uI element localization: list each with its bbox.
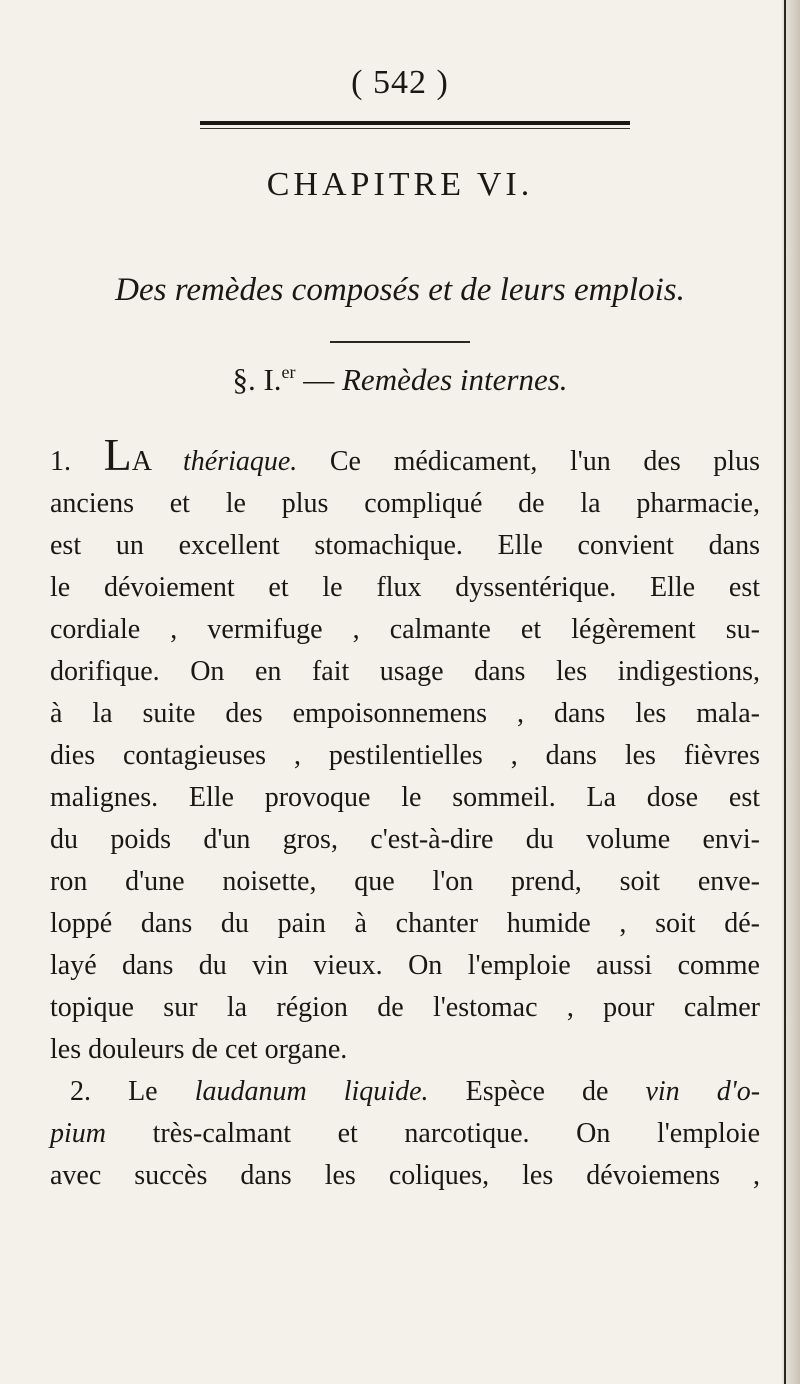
paragraph-1-line: ron d'une noisette, que l'on prend, soit enve- [50, 866, 760, 897]
chapter-subtitle: Des remèdes composés et de leurs emplois. [115, 272, 685, 308]
chapter-title: CHAPITRE VI. [266, 166, 534, 203]
section-superscript: er [281, 362, 296, 382]
paragraph-1-line: du poids d'un gros, c'est-à-dire du volume envi- [50, 824, 760, 855]
section-heading [0, 362, 800, 398]
paragraph-1-line: cordiale , vermifuge , calmante et légèrement su- [50, 614, 760, 645]
paragraph-1-line: topique sur la région de l'estomac , pour calmer [50, 992, 760, 1023]
paragraph-1-line: loppé dans du pain à chanter humide , soit dé- [50, 908, 760, 939]
section-title: Remèdes internes. [342, 362, 568, 397]
item-name-vin-opium: vin d'o- [645, 1076, 761, 1107]
section-prefix: §. I. [232, 362, 282, 397]
page-number: ( 542 ) [351, 64, 449, 101]
item-name-laudanum: laudanum liquide. [194, 1076, 429, 1107]
paragraph-1-line: anciens et le plus compliqué de la pharmacie, [50, 488, 760, 519]
paragraph-2-line-2-italic: pium [50, 1118, 106, 1149]
top-rule [200, 121, 630, 125]
drop-cap: L [103, 429, 132, 480]
paragraph-1-line-1 [50, 429, 760, 483]
paragraph-1-line-1-rest: Ce médicament, l'un des plus [297, 446, 760, 477]
paragraph-1-line: est un excellent stomachique. Elle convient dans [50, 530, 760, 561]
paragraph-1-number: 1. [50, 446, 104, 477]
top-rule-thin [200, 128, 630, 129]
paragraph-2-lead: Le [128, 1076, 195, 1107]
section-dash: — [295, 362, 342, 397]
paragraph-1-line: layé dans du vin vieux. On l'emploie aussi comme [50, 950, 760, 981]
paragraph-1-line: malignes. Elle provoque le sommeil. La dose est [50, 782, 760, 813]
paragraph-2-line-2-rest: très-calmant et narcotique. On l'emploie [106, 1118, 760, 1149]
paragraph-1-line: le dévoiement et le flux dyssentérique. Elle est [50, 572, 760, 603]
page-edge-line [784, 0, 786, 1384]
paragraph-2-line-3: avec succès dans les coliques, les dévoiemens , [50, 1160, 760, 1191]
paragraph-2-line-1 [50, 1071, 760, 1113]
paragraph-1-line: à la suite des empoisonnemens , dans les mala- [50, 698, 760, 729]
body-text [50, 429, 761, 1197]
paragraph-1-line: les douleurs de cet organe. [50, 1034, 348, 1065]
paragraph-2-line-2 [50, 1113, 760, 1155]
section-divider [330, 341, 470, 343]
paragraph-2-mid: Espèce de [428, 1076, 646, 1107]
item-name-theriaque: thériaque. [182, 446, 298, 477]
paragraph-1-line: dorifique. On en fait usage dans les indigestions, [50, 656, 760, 687]
paragraph-1-line: dies contagieuses , pestilentielles , dans les fièvres [50, 740, 760, 771]
paragraph-2-number: 2. [70, 1076, 129, 1107]
drop-cap-rest: A [131, 446, 183, 477]
